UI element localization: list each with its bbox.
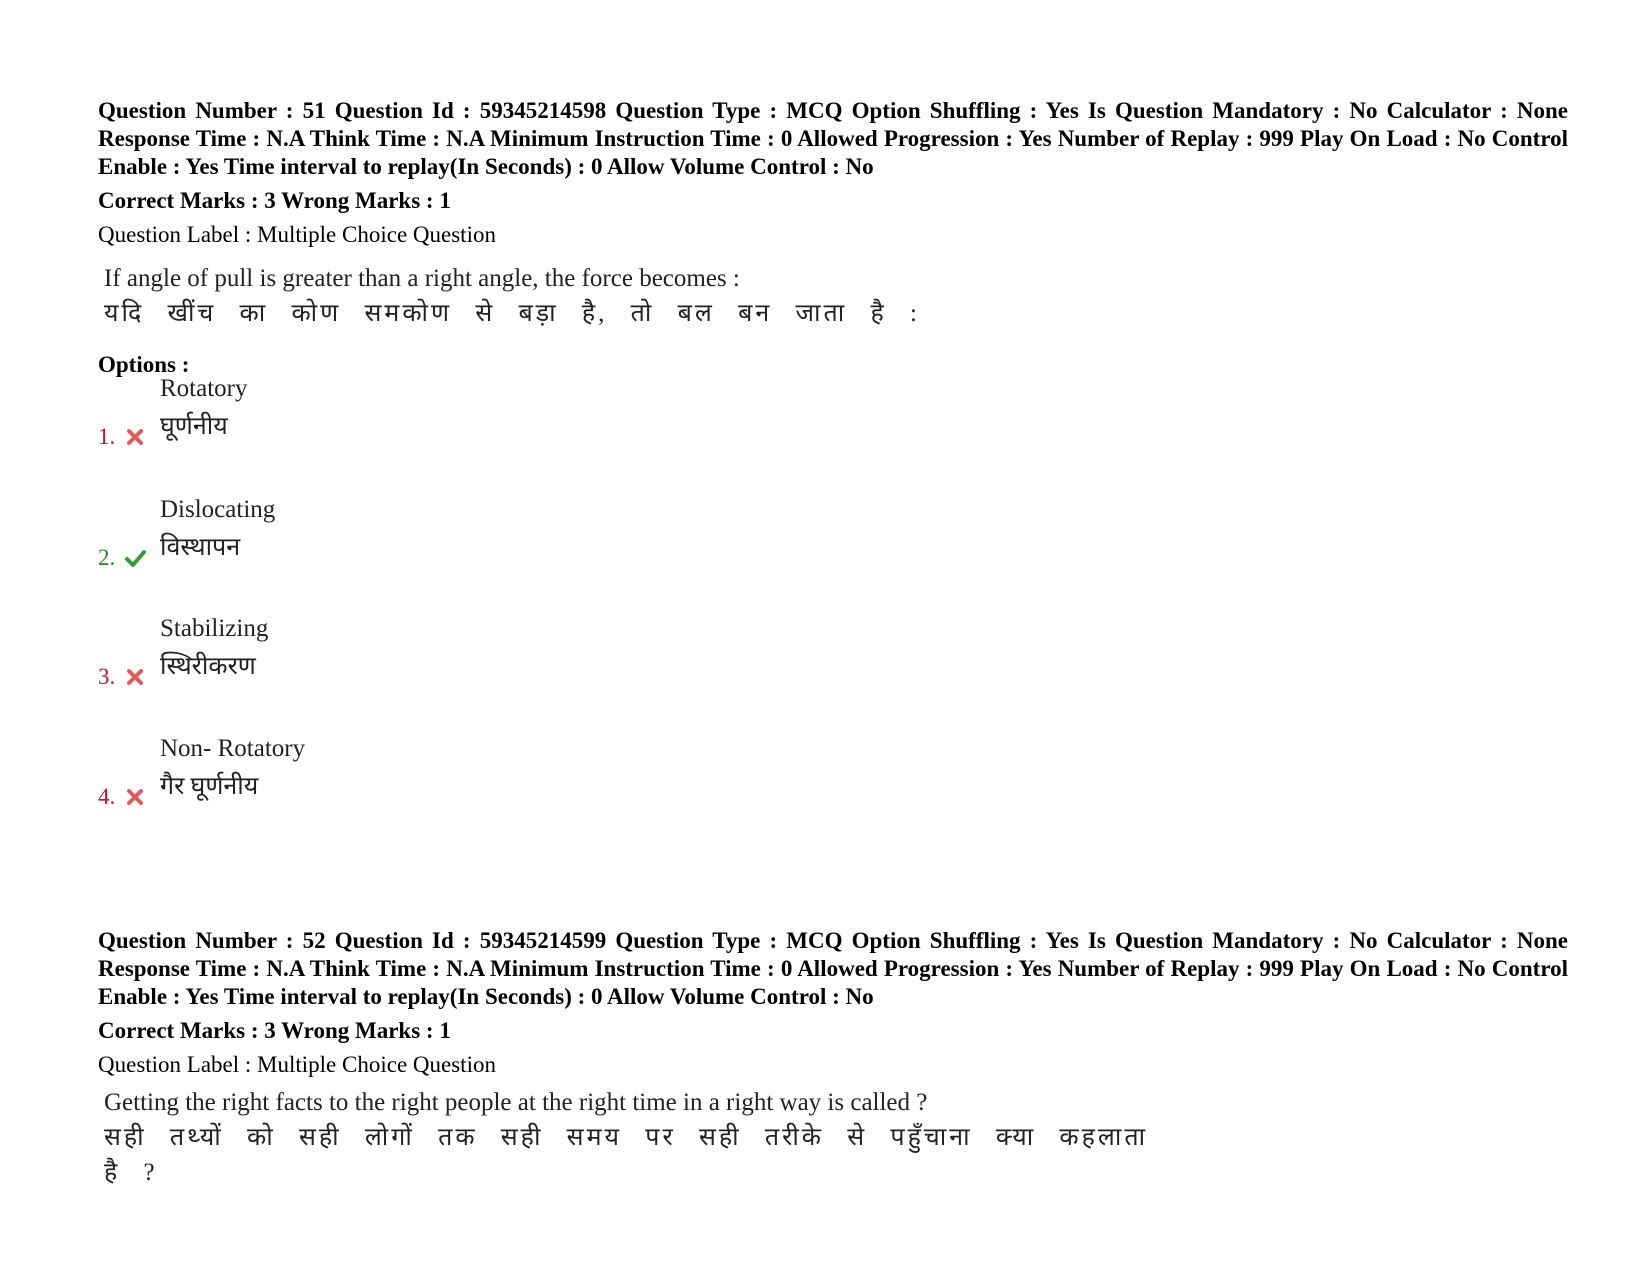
cross-icon: [124, 666, 146, 688]
option-text: [160, 491, 275, 567]
question-51: [98, 97, 1568, 379]
option-text: [160, 370, 248, 446]
cross-icon: [124, 426, 146, 448]
question-label: Question Label : Multiple Choice Question: [98, 222, 496, 247]
option-3: [98, 610, 698, 710]
question-stem-hindi: यदि खींच का कोण समकोण से बड़ा है, तो बल बन जाता है :: [104, 300, 920, 327]
question-meta: Question Number : 52 Question Id : 59345214599 Question Type : MCQ Option Shuffling : Yes Is Question Mandatory : No Calculator : None Response Time : N.A Think Time : N.A Minimum Instruction Time : 0 Allowed Progression : Yes Number of Replay : 999 Play On Load : No Control Enable : Yes Time interval to replay(In Seconds) : 0 Allow Volume Control : No: [98, 928, 1568, 1009]
question-stem-english: Getting the right facts to the right people at the right time in a right way is called ?: [104, 1089, 928, 1116]
question-stem-hindi-line-2: है ?: [104, 1159, 158, 1186]
check-icon: [124, 547, 146, 569]
question-52: [98, 927, 1568, 1190]
option-number: 4.: [98, 784, 116, 809]
option-text-hindi: विस्थापन: [160, 534, 241, 561]
question-stem: [104, 261, 1568, 331]
option-text-english: Stabilizing: [160, 615, 269, 642]
option-text-hindi: स्थिरीकरण: [160, 653, 256, 680]
option-text-hindi: गैर घूर्णनीय: [160, 773, 259, 800]
option-number: 2.: [98, 545, 116, 570]
option-number: 3.: [98, 664, 116, 689]
option-4: [98, 730, 698, 830]
question-marks: Correct Marks : 3 Wrong Marks : 1: [98, 1018, 451, 1043]
question-stem-english: If angle of pull is greater than a right angle, the force becomes :: [104, 265, 740, 292]
option-text-english: Dislocating: [160, 496, 276, 523]
cross-icon: [124, 786, 146, 808]
question-label: Question Label : Multiple Choice Question: [98, 1052, 496, 1077]
option-text-hindi: घूर्णनीय: [160, 413, 228, 440]
option-2: [98, 491, 698, 591]
option-text: [160, 610, 268, 686]
option-1: [98, 370, 698, 470]
option-text-english: Rotatory: [160, 375, 248, 402]
options-heading: Options :: [98, 352, 190, 377]
question-meta: Question Number : 51 Question Id : 59345214598 Question Type : MCQ Option Shuffling : Yes Is Question Mandatory : No Calculator : None Response Time : N.A Think Time : N.A Minimum Instruction Time : 0 Allowed Progression : Yes Number of Replay : 999 Play On Load : No Control Enable : Yes Time interval to replay(In Seconds) : 0 Allow Volume Control : No: [98, 98, 1568, 179]
option-number: 1.: [98, 424, 116, 449]
option-text-english: Non- Rotatory: [160, 735, 306, 762]
option-text: [160, 730, 305, 806]
question-marks: Correct Marks : 3 Wrong Marks : 1: [98, 188, 451, 213]
question-stem-hindi-line-1: सही तथ्यों को सही लोगों तक सही समय पर सही तरीके से पहुँचाना क्या कहलाता: [104, 1124, 1149, 1151]
question-stem: [104, 1085, 1568, 1190]
